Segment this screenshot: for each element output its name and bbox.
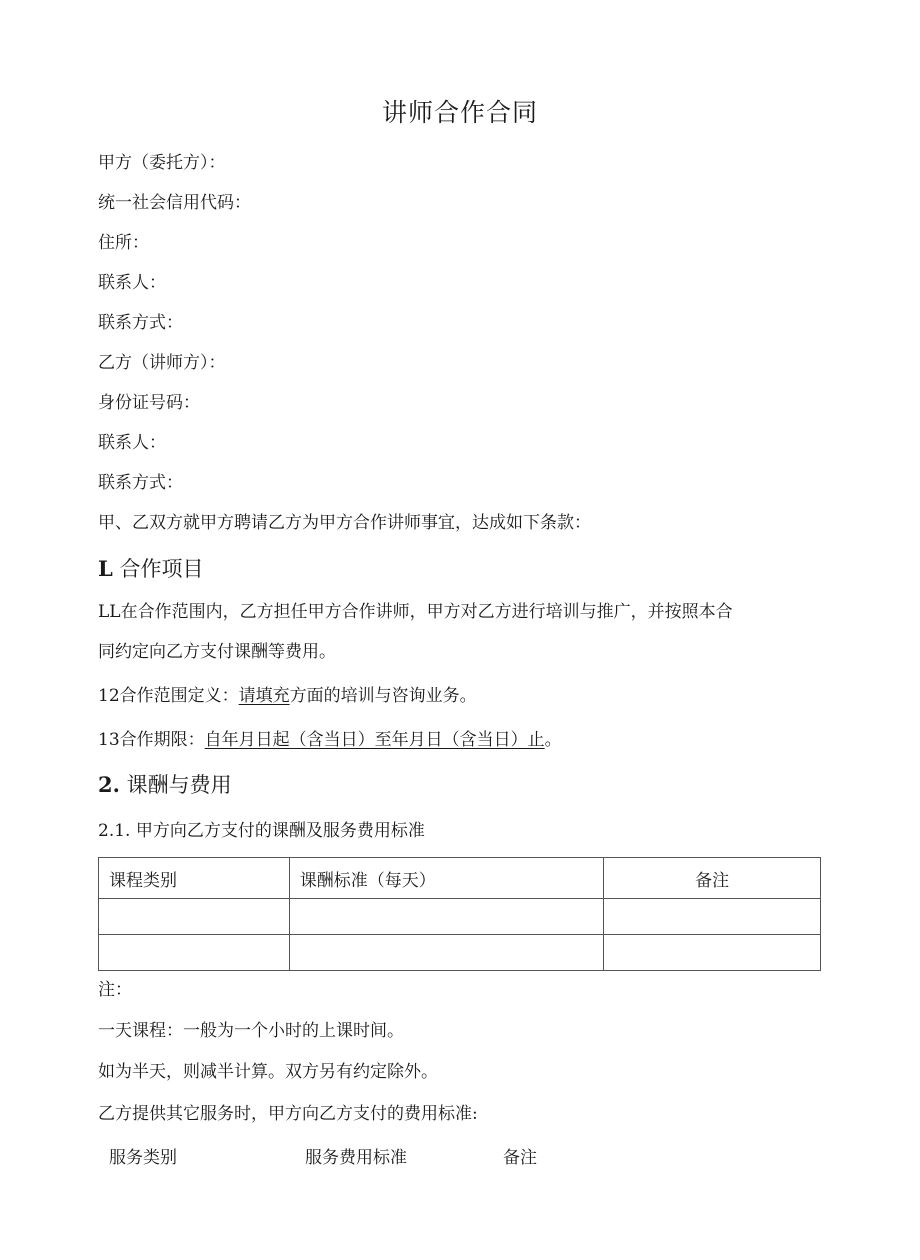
clause-1-2 bbox=[98, 681, 477, 706]
party-a-phone: 联系方式： bbox=[98, 313, 183, 333]
clause-2-1: 2.1. 甲方向乙方支付的课酬及服务费用标准 bbox=[98, 821, 425, 841]
other-services-line: 乙方提供其它服务时，甲方向乙方支付的费用标准: bbox=[98, 1104, 478, 1124]
note-line-2: 如为半天，则减半计算。双方另有约定除外。 bbox=[98, 1062, 438, 1082]
table-row bbox=[99, 935, 821, 971]
clause-1-3 bbox=[98, 725, 562, 750]
note-label: 注： bbox=[98, 980, 132, 1000]
clause-1-3-suffix: 。 bbox=[544, 730, 562, 750]
section-1-heading bbox=[98, 553, 203, 583]
section-2-number: 2. bbox=[98, 772, 120, 797]
party-b-phone: 联系方式： bbox=[98, 473, 183, 493]
clause-1-2-suffix: 方面的培训与咨询业务。 bbox=[289, 686, 477, 706]
service-header-type: 服务类别 bbox=[109, 1148, 177, 1168]
clause-1-1-line-2: 同约定向乙方支付课酬等费用。 bbox=[98, 642, 336, 662]
table-cell[interactable] bbox=[99, 935, 290, 971]
fee-table-header-row bbox=[99, 858, 821, 899]
fee-table bbox=[98, 857, 821, 971]
clause-1-1-line-1: LL在合作范围内，乙方担任甲方合作讲师，甲方对乙方进行培训与推广，并按照本合 bbox=[98, 602, 733, 622]
clause-1-3-prefix: 13合作期限： bbox=[98, 730, 205, 750]
party-b-contact: 联系人： bbox=[98, 433, 166, 453]
section-2-title: 课酬与费用 bbox=[126, 773, 232, 797]
table-row bbox=[99, 899, 821, 935]
party-b-id-number: 身份证号码： bbox=[98, 393, 200, 413]
clause-1-2-fill-field[interactable]: 请填充 bbox=[238, 686, 290, 706]
party-a-label: 甲方（委托方）： bbox=[98, 153, 226, 173]
table-cell[interactable] bbox=[289, 935, 604, 971]
clause-1-3-fill-field[interactable]: 自年月日起（含当日）至年月日（含当日）止 bbox=[204, 730, 545, 750]
table-cell[interactable] bbox=[289, 899, 604, 935]
table-cell[interactable] bbox=[99, 899, 290, 935]
section-2-heading bbox=[98, 769, 232, 799]
section-1-title: 合作项目 bbox=[119, 557, 204, 581]
party-a-credit-code: 统一社会信用代码： bbox=[98, 193, 251, 213]
fee-table-header-course-type: 课程类别 bbox=[99, 858, 290, 899]
party-a-contact: 联系人： bbox=[98, 273, 166, 293]
fee-table-header-fee-standard: 课酬标准（每天） bbox=[289, 858, 604, 899]
intro-paragraph: 甲、乙双方就甲方聘请乙方为甲方合作讲师事宜，达成如下条款： bbox=[98, 513, 591, 533]
note-line-1: 一天课程：一般为一个小时的上课时间。 bbox=[98, 1021, 404, 1041]
party-b-label: 乙方（讲师方）： bbox=[98, 353, 226, 373]
service-header-fee-standard: 服务费用标准 bbox=[305, 1148, 407, 1168]
table-cell[interactable] bbox=[604, 935, 821, 971]
section-1-number: L bbox=[98, 556, 113, 581]
clause-1-2-prefix: 12合作范围定义： bbox=[98, 686, 239, 706]
service-header-remarks: 备注 bbox=[503, 1148, 537, 1168]
fee-table-header-remarks: 备注 bbox=[604, 858, 821, 899]
party-a-address: 住所： bbox=[98, 233, 149, 253]
table-cell[interactable] bbox=[604, 899, 821, 935]
document-title: 讲师合作合同 bbox=[381, 98, 538, 127]
